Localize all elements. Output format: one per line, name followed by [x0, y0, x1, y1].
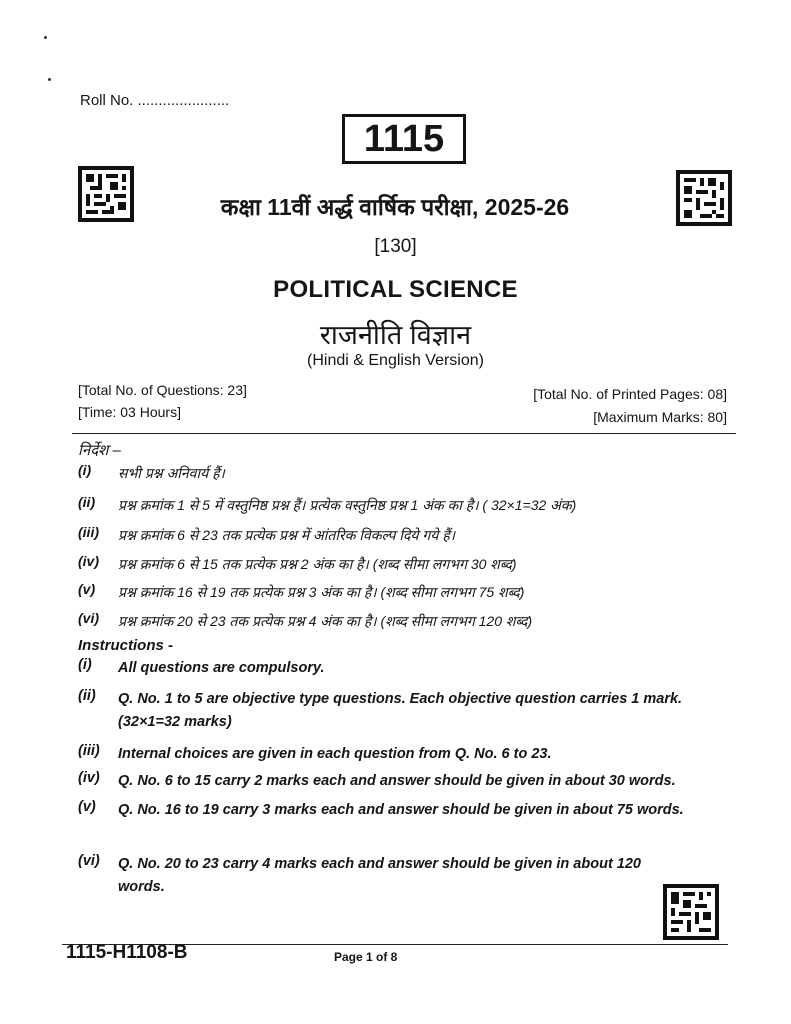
instruction-number: (ii) [78, 494, 96, 510]
scan-speck [48, 78, 51, 81]
page-number: Page 1 of 8 [334, 950, 398, 964]
instruction-number: (i) [78, 657, 92, 673]
instruction-text: सभी प्रश्न अनिवार्य हैं। [118, 465, 225, 481]
subject-title-english: POLITICAL SCIENCE [273, 276, 518, 303]
instruction-text: All questions are compulsory. [118, 660, 325, 676]
instructions-english-heading: Instructions - [78, 637, 174, 654]
instruction-number: (ii) [78, 688, 96, 704]
instruction-text: प्रश्न क्रमांक 20 से 23 तक प्रत्येक प्रश्न 4 अंक का है। (शब्द सीमा लगभग 120 शब्द) [118, 613, 533, 629]
instruction-number: (vi) [78, 853, 100, 869]
subject-title-hindi: राजनीति विज्ञान [319, 320, 472, 350]
instructions-hindi-heading: निर्देश – [78, 442, 121, 459]
qr-code-right-icon [676, 170, 732, 226]
instruction-text: Internal choices are given in each question from Q. No. 6 to 23. [118, 746, 552, 762]
instruction-text: प्रश्न क्रमांक 6 से 15 तक प्रत्येक प्रश्न 2 अंक का है। (शब्द सीमा लगभग 30 शब्द) [118, 556, 517, 572]
paper-code-box: 1115 [342, 114, 466, 164]
qr-code-bottom-icon [663, 884, 719, 940]
footer-paper-code: 1115-H1108-B [66, 942, 188, 963]
subject-code: [130] [374, 236, 417, 257]
instruction-text: Q. No. 6 to 15 carry 2 marks each and answer should be given in about 30 words. [118, 773, 676, 789]
instruction-number: (iii) [78, 743, 100, 759]
roll-number-field: Roll No. ...................... [80, 92, 230, 109]
instruction-text: Q. No. 1 to 5 are objective type questions. Each objective question carries 1 mark. (32×1=32 marks) [118, 691, 683, 730]
maximum-marks: [Maximum Marks: 80] [593, 409, 727, 425]
instruction-text: प्रश्न क्रमांक 16 से 19 तक प्रत्येक प्रश्न 3 अंक का है। (शब्द सीमा लगभग 75 शब्द) [118, 584, 525, 600]
instruction-number: (v) [78, 581, 96, 597]
instruction-text: Q. No. 16 to 19 carry 3 marks each and answer should be given in about 75 words. [118, 802, 684, 818]
instruction-number: (iv) [78, 553, 99, 569]
scan-speck [44, 36, 47, 39]
instruction-number: (iv) [78, 770, 100, 786]
exam-title: कक्षा 11वीं अर्द्ध वार्षिक परीक्षा, 2025-26 [220, 194, 570, 220]
instruction-text: प्रश्न क्रमांक 1 से 5 में वस्तुनिष्ठ प्रश्न हैं। प्रत्येक वस्तुनिष्ठ प्रश्न 1 अंक का है। ( 32×1=32 अंक) [118, 497, 577, 513]
total-questions: [Total No. of Questions: 23] [78, 382, 247, 398]
time-allowed: [Time: 03 Hours] [78, 404, 181, 420]
qr-code-left-icon [78, 166, 134, 222]
instruction-number: (vi) [78, 610, 99, 626]
instruction-number: (iii) [78, 524, 99, 540]
instruction-number: (v) [78, 799, 96, 815]
header-divider [72, 433, 736, 434]
version-note: (Hindi & English Version) [307, 352, 484, 369]
instruction-text: Q. No. 20 to 23 carry 4 marks each and answer should be given in about 120 words. [118, 856, 641, 895]
instruction-text: प्रश्न क्रमांक 6 से 23 तक प्रत्येक प्रश्न में आंतरिक विकल्प दिये गये हैं। [118, 527, 456, 543]
instruction-number: (i) [78, 462, 92, 478]
total-pages: [Total No. of Printed Pages: 08] [533, 386, 727, 402]
